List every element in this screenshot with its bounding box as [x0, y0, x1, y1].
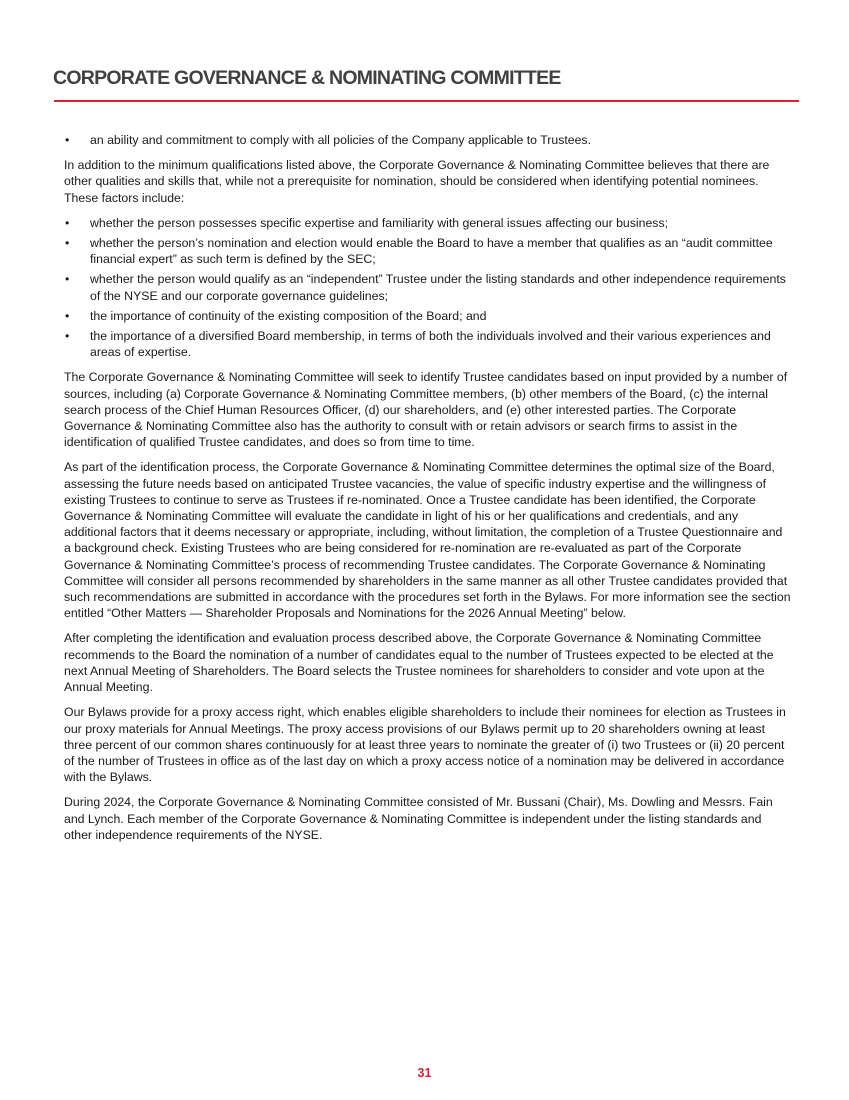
paragraph-additional-qualities: In addition to the minimum qualifications listed above, the Corporate Governance & Nominating Committee believes that there are other qualities and skills that, while not a prerequisite for nomination, should be considered when identifying potential nominees. These factors include: — [64, 158, 770, 205]
list-item — [64, 328, 792, 360]
qualifications-bullet-list — [64, 132, 792, 148]
list-item-text: whether the person possesses specific expertise and familiarity with general issues affecting our business; — [90, 215, 669, 230]
bullet-icon: • — [65, 236, 70, 251]
body-content — [64, 132, 792, 852]
list-item-text: the importance of a diversified Board membership, in terms of both the individuals involved and their various experiences and areas of expertise. — [90, 329, 771, 360]
bullet-icon: • — [65, 308, 70, 323]
bullet-icon: • — [65, 272, 70, 287]
list-item-text: whether the person would qualify as an “independent” Trustee under the listing standards and other independence requirements of the NYSE and our corporate governance guidelines; — [90, 272, 786, 303]
factors-bullet-list — [64, 215, 792, 361]
paragraph-nomination-recommendation: After completing the identification and evaluation process described above, the Corporate Governance & Nominating Committee recommends to the Board the nomination of a number of candidates equal to the number of Trustees expected to be elected at the next Annual Meeting of Shareholders. The Board selects the Trustee nominees for shareholders to consider and vote upon at the Annual Meeting. — [64, 631, 774, 695]
list-item-text: the importance of continuity of the existing composition of the Board; and — [90, 308, 487, 323]
page-title: CORPORATE GOVERNANCE & NOMINATING COMMITTEE — [53, 67, 561, 89]
paragraph-committee-members: During 2024, the Corporate Governance & Nominating Committee consisted of Mr. Bussani (Chair), Ms. Dowling and Messrs. Fain and Lynch. Each member of the Corporate Governance & Nominating Committee is independent under the listing standards and other independence requirements of the NYSE. — [64, 795, 773, 842]
list-item — [64, 215, 792, 231]
bullet-icon: • — [65, 133, 70, 147]
list-item — [64, 308, 792, 324]
paragraph-proxy-access: Our Bylaws provide for a proxy access right, which enables eligible shareholders to include their nominees for election as Trustees in our proxy materials for Annual Meetings. The proxy access provisions of our Bylaws permit up to 20 shareholders owning at least three percent of our common shares continuously for at least three years to nominate the greater of (i) two Trustees or (ii) 20 percent of the number of Trustees in office as of the last day on which a proxy access notice of a nomination may be delivered in accordance with the Bylaws. — [64, 705, 786, 785]
list-item-text: whether the person’s nomination and election would enable the Board to have a member that qualifies as an “audit committee financial expert” as such term is defined by the SEC; — [90, 236, 773, 267]
paragraph-identification-process: As part of the identification process, the Corporate Governance & Nominating Committee determines the optimal size of the Board, assessing the future needs based on anticipated Trustee vacancies, the value of specific industry expertise and the willingness of existing Trustees to continue to serve as Trustees if re-nominated. Once a Trustee candidate has been identified, the Corporate Governance & Nominating Committee will evaluate the candidate in light of his or her qualifications and credentials, and any additional factors that it deems necessary or appropriate, including, without limitation, the completion of a Trustee Questionnaire and a background check. Existing Trustees who are being considered for re-nomination are re-evaluated as part of the Corporate Governance & Nominating Committee’s process of recommending Trustee candidates. The Corporate Governance & Nominating Committee will consider all persons recommended by shareholders in the same manner as all other Trustee candidates provided that such recommendations are submitted in accordance with the procedures set forth in the Bylaws. For more information see the section entitled “Other Matters — Shareholder Proposals and Nominations for the 2026 Annual Meeting” below. — [64, 460, 791, 621]
bullet-icon: • — [65, 215, 70, 230]
list-item-text: an ability and commitment to comply with all policies of the Company applicable to Trustees. — [90, 133, 591, 147]
list-item — [64, 235, 792, 267]
list-item — [64, 271, 792, 303]
title-rule-divider — [54, 100, 799, 102]
page-number: 31 — [417, 1066, 432, 1080]
paragraph-candidate-sources: The Corporate Governance & Nominating Committee will seek to identify Trustee candidates based on input provided by a number of sources, including (a) Corporate Governance & Nominating Committee members, (b) other members of the Board, (c) the internal search process of the Chief Human Resources Officer, (d) our shareholders, and (e) other interested parties. The Corporate Governance & Nominating Committee also has the authority to consult with or retain advisors or search firms to assist in the identification of qualified Trustee candidates, and does so from time to time. — [64, 370, 788, 450]
bullet-icon: • — [65, 329, 70, 344]
list-item — [64, 132, 792, 148]
